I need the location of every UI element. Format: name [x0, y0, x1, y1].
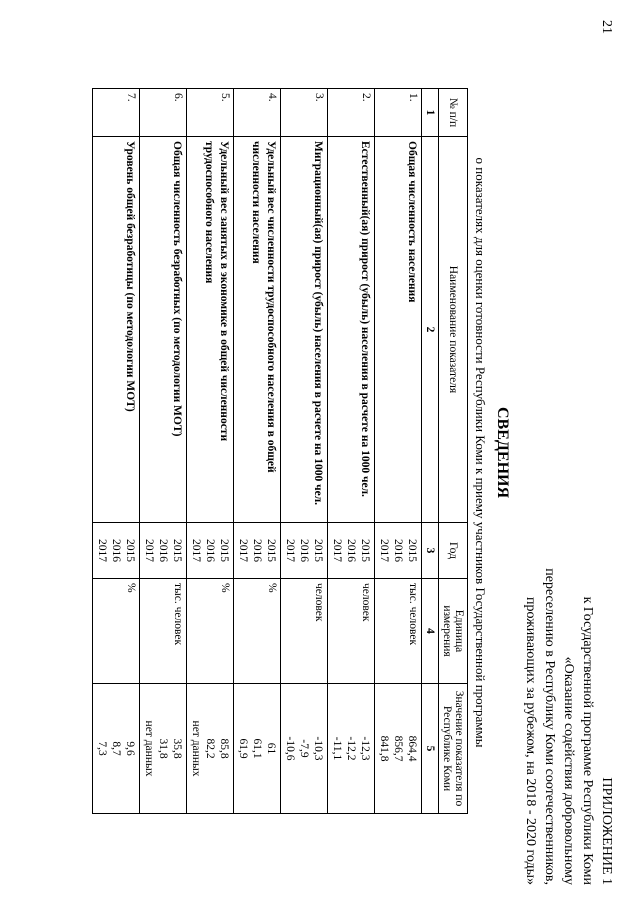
value-cell [187, 684, 234, 814]
header-cell: Год [439, 523, 468, 579]
indicator-value: 85,8 [218, 738, 230, 759]
row-number-cell: 3. [281, 89, 328, 137]
table-header-row [439, 89, 468, 814]
unit-cell: % [187, 579, 234, 684]
year-value: 2015 [171, 539, 183, 562]
table-row [281, 89, 328, 814]
table-row [375, 89, 422, 814]
indicator-value: -12,2 [345, 736, 357, 761]
year-value: 2016 [251, 539, 263, 562]
column-number-row [422, 89, 439, 814]
year-value: 2015 [265, 539, 277, 562]
row-number-cell: 5. [187, 89, 234, 137]
indicator-value: 35,8 [171, 738, 183, 759]
column-number: 3 [422, 523, 439, 579]
appendix-line: переселению в Республику Коми соотечественников, [542, 568, 557, 885]
year-value: 2015 [359, 539, 371, 562]
appendix-line: к Государственной программе Республики Коми [580, 596, 595, 885]
indicator-name-cell: Общая численность безработных (по методологии МОТ) [140, 137, 187, 523]
year-value: 2016 [392, 539, 404, 562]
year-value: 2017 [331, 539, 343, 562]
unit-cell: тыс. человек [140, 579, 187, 684]
indicator-value: -10,6 [284, 736, 296, 761]
year-value: 2017 [190, 539, 202, 562]
header-cell: Значение показателя по Республике Коми [439, 684, 468, 814]
column-number: 4 [422, 579, 439, 684]
year-value: 2015 [312, 539, 324, 562]
year-cell [93, 523, 140, 579]
unit-cell: человек [328, 579, 375, 684]
header-cell: Единица измерения [439, 579, 468, 684]
column-number: 5 [422, 684, 439, 814]
year-value: 2015 [124, 539, 136, 562]
year-value: 2016 [157, 539, 169, 562]
year-cell [234, 523, 281, 579]
indicator-value: 856,7 [392, 735, 404, 762]
year-cell [328, 523, 375, 579]
value-cell [93, 684, 140, 814]
year-value: 2016 [345, 539, 357, 562]
indicator-value: 7,3 [96, 741, 108, 756]
unit-cell: тыс. человек [375, 579, 422, 684]
indicator-value: 31,8 [157, 738, 169, 759]
year-cell [375, 523, 422, 579]
page-number: 21 [599, 20, 614, 34]
table-row [93, 89, 140, 814]
unit-cell: % [93, 579, 140, 684]
table-row [187, 89, 234, 814]
row-number-cell: 6. [140, 89, 187, 137]
indicator-value: 864,4 [406, 735, 418, 762]
indicator-value: -7,9 [298, 739, 310, 758]
row-number-cell: 2. [328, 89, 375, 137]
appendix-line: ПРИЛОЖЕНИЕ 1 [599, 777, 614, 885]
indicator-name-cell: Удельный вес численности трудоспособного населения в общей численности населения [234, 137, 281, 523]
indicator-value: -12,3 [359, 736, 371, 761]
indicator-value: 61,1 [251, 738, 263, 759]
year-value: 2016 [110, 539, 122, 562]
indicator-name-cell: Естественный(ая) прирост (убыль) населения в расчете на 1000 чел. [328, 137, 375, 523]
header-cell: № п/п [439, 89, 468, 137]
indicator-value: нет данных [143, 720, 155, 777]
year-value: 2016 [204, 539, 216, 562]
indicator-value: 82,2 [204, 738, 216, 759]
year-cell [281, 523, 328, 579]
document-subtitle: о показателях для оценки готовности Республики Коми к приему участников Государственной программы [473, 157, 488, 748]
year-value: 2017 [378, 539, 390, 562]
document-title: СВЕДЕНИЯ [494, 406, 511, 499]
indicator-value: 9,6 [124, 741, 136, 756]
table-row [328, 89, 375, 814]
table-body [93, 89, 422, 814]
value-cell [140, 684, 187, 814]
indicator-name-cell: Общая численность населения [375, 137, 422, 523]
column-number: 1 [422, 89, 439, 137]
appendix-line: проживающих за рубежом, на 2018 - 2020 годы» [523, 596, 538, 885]
year-value: 2016 [298, 539, 310, 562]
year-value: 2017 [237, 539, 249, 562]
year-cell [187, 523, 234, 579]
indicator-value: нет данных [190, 720, 202, 777]
column-number: 2 [422, 137, 439, 523]
indicator-value: 8,7 [110, 741, 122, 756]
unit-cell: % [234, 579, 281, 684]
indicator-value: 61 [265, 742, 277, 755]
row-number-cell: 4. [234, 89, 281, 137]
table-row [234, 89, 281, 814]
year-value: 2017 [143, 539, 155, 562]
table-row [140, 89, 187, 814]
year-value: 2015 [406, 539, 418, 562]
year-value: 2015 [218, 539, 230, 562]
indicator-value: 61,9 [237, 738, 249, 759]
indicator-name-cell: Уровень общей безработицы (по методологии МОТ) [93, 137, 140, 523]
value-cell [234, 684, 281, 814]
row-number-cell: 7. [93, 89, 140, 137]
value-cell [328, 684, 375, 814]
indicator-value: -11,1 [331, 736, 343, 761]
indicator-name-cell: Удельный вес занятых в экономике в общей численности трудоспособного населения [187, 137, 234, 523]
appendix-line: «Оказание содействия добровольному [561, 656, 576, 885]
year-cell [140, 523, 187, 579]
year-value: 2017 [96, 539, 108, 562]
unit-cell: человек [281, 579, 328, 684]
indicators-table [92, 88, 468, 814]
year-value: 2017 [284, 539, 296, 562]
value-cell [375, 684, 422, 814]
appendix-block [521, 365, 616, 885]
value-cell [281, 684, 328, 814]
indicator-value: -10,3 [312, 736, 324, 761]
row-number-cell: 1. [375, 89, 422, 137]
indicator-name-cell: Миграционный(ая) прирост (убыль) населения в расчете на 1000 чел. [281, 137, 328, 523]
indicator-value: 841,8 [378, 735, 390, 762]
header-cell: Наименование показателя [439, 137, 468, 523]
